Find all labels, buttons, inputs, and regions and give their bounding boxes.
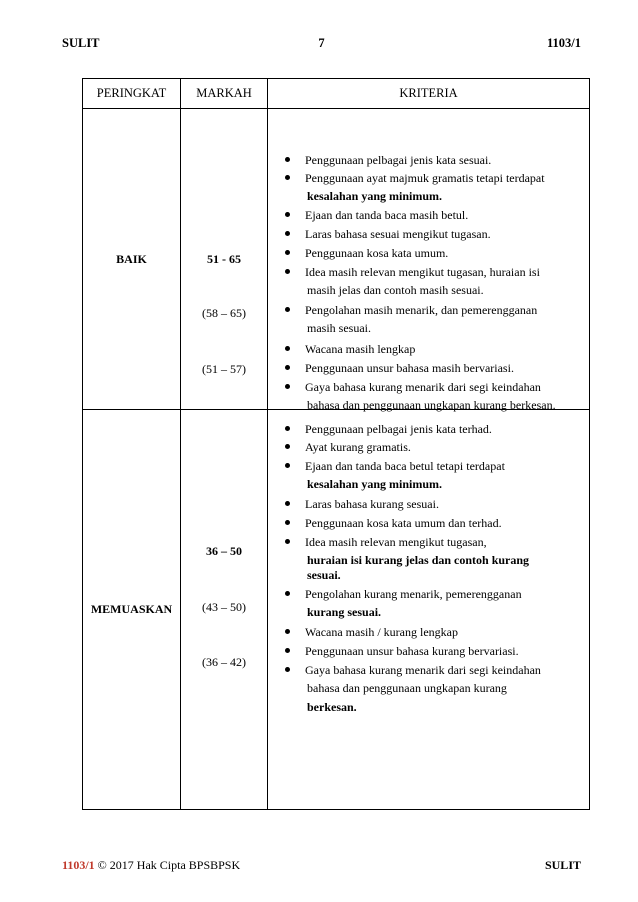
bullet-icon	[285, 648, 290, 653]
header-classification: SULIT	[62, 36, 100, 50]
footer-copyright	[62, 858, 240, 873]
bullet-icon	[285, 591, 290, 596]
marks-subrange: (43 – 50)	[202, 600, 246, 614]
footer-paper-code: 1103/1	[62, 858, 95, 872]
level-cell: MEMUASKAN	[83, 410, 181, 810]
footer-classification: SULIT	[544, 858, 581, 872]
bullet-icon	[285, 250, 290, 255]
marks-cell	[181, 109, 268, 410]
page-footer	[62, 858, 581, 874]
bullet-icon	[285, 269, 290, 274]
bullet-icon	[285, 175, 290, 180]
level-cell: BAIK	[83, 109, 181, 410]
marks-cell	[181, 410, 268, 810]
header-paper-code: 1103/1	[546, 36, 581, 50]
bullet-icon	[285, 629, 290, 634]
marks-range: 51 - 65	[207, 252, 241, 266]
bullet-icon	[285, 157, 290, 162]
bullet-icon	[285, 501, 290, 506]
bullet-icon	[285, 444, 290, 449]
bullet-icon	[285, 520, 290, 525]
marks-range: 36 – 50	[206, 544, 242, 558]
col-header-kriteria: KRITERIA	[268, 79, 590, 109]
bullet-icon	[285, 463, 290, 468]
bullet-icon	[285, 346, 290, 351]
marks-subrange: (58 – 65)	[202, 306, 246, 320]
footer-copyright-text: © 2017 Hak Cipta BPSBPSK	[97, 858, 241, 872]
page-number: 7	[318, 36, 325, 50]
table-row	[83, 410, 590, 810]
marks-subrange: (36 – 42)	[202, 655, 246, 669]
col-header-markah: MARKAH	[181, 79, 268, 109]
bullet-icon	[285, 212, 290, 217]
page-header	[62, 36, 581, 52]
bullet-icon	[285, 307, 290, 312]
criteria-cell: Penggunaan pelbagai jenis kata sesuai. Penggunaan ayat majmuk gramatis tetapi terdapat kesalahan yang minimum. Ejaan dan tanda baca masih betul. Laras bahasa sesuai mengikut tugasan. Penggunaan kosa kata umum. Idea masih relevan mengikut tugasan, huraian isi masih jelas dan contoh masih sesuai. Pengolahan masih menarik, dan pemerengganan masih sesuai. Wacana masih lengkap Penggunaan unsur bahasa masih bervariasi. Gaya bahasa kurang menarik dari segi keindahan bahasa dan penggunaan ungkapan kurang berkesan.	[268, 109, 590, 410]
bullet-icon	[285, 539, 290, 544]
marks-subrange: (51 – 57)	[202, 362, 246, 376]
table-row	[83, 109, 590, 410]
col-header-peringkat: PERINGKAT	[83, 79, 181, 109]
bullet-icon	[285, 365, 290, 370]
criteria-cell: Penggunaan pelbagai jenis kata terhad. Ayat kurang gramatis. Ejaan dan tanda baca betul tetapi terdapat kesalahan yang minimum. Laras bahasa kurang sesuai. Penggunaan kosa kata umum dan terhad. Idea masih relevan mengikut tugasan, huraian isi kurang jelas dan contoh kurang sesuai. Pengolahan kurang menarik, pemerengganan kurang sesuai. Wacana masih / kurang lengkap Penggunaan unsur bahasa kurang bervariasi. Gaya bahasa kurang menarik dari segi keindahan bahasa dan penggunaan ungkapan kurang berkesan.	[268, 410, 590, 810]
table-header-row	[83, 79, 590, 109]
bullet-icon	[285, 384, 290, 389]
bullet-icon	[285, 667, 290, 672]
bullet-icon	[285, 231, 290, 236]
bullet-icon	[285, 426, 290, 431]
rubric-table	[82, 78, 590, 810]
